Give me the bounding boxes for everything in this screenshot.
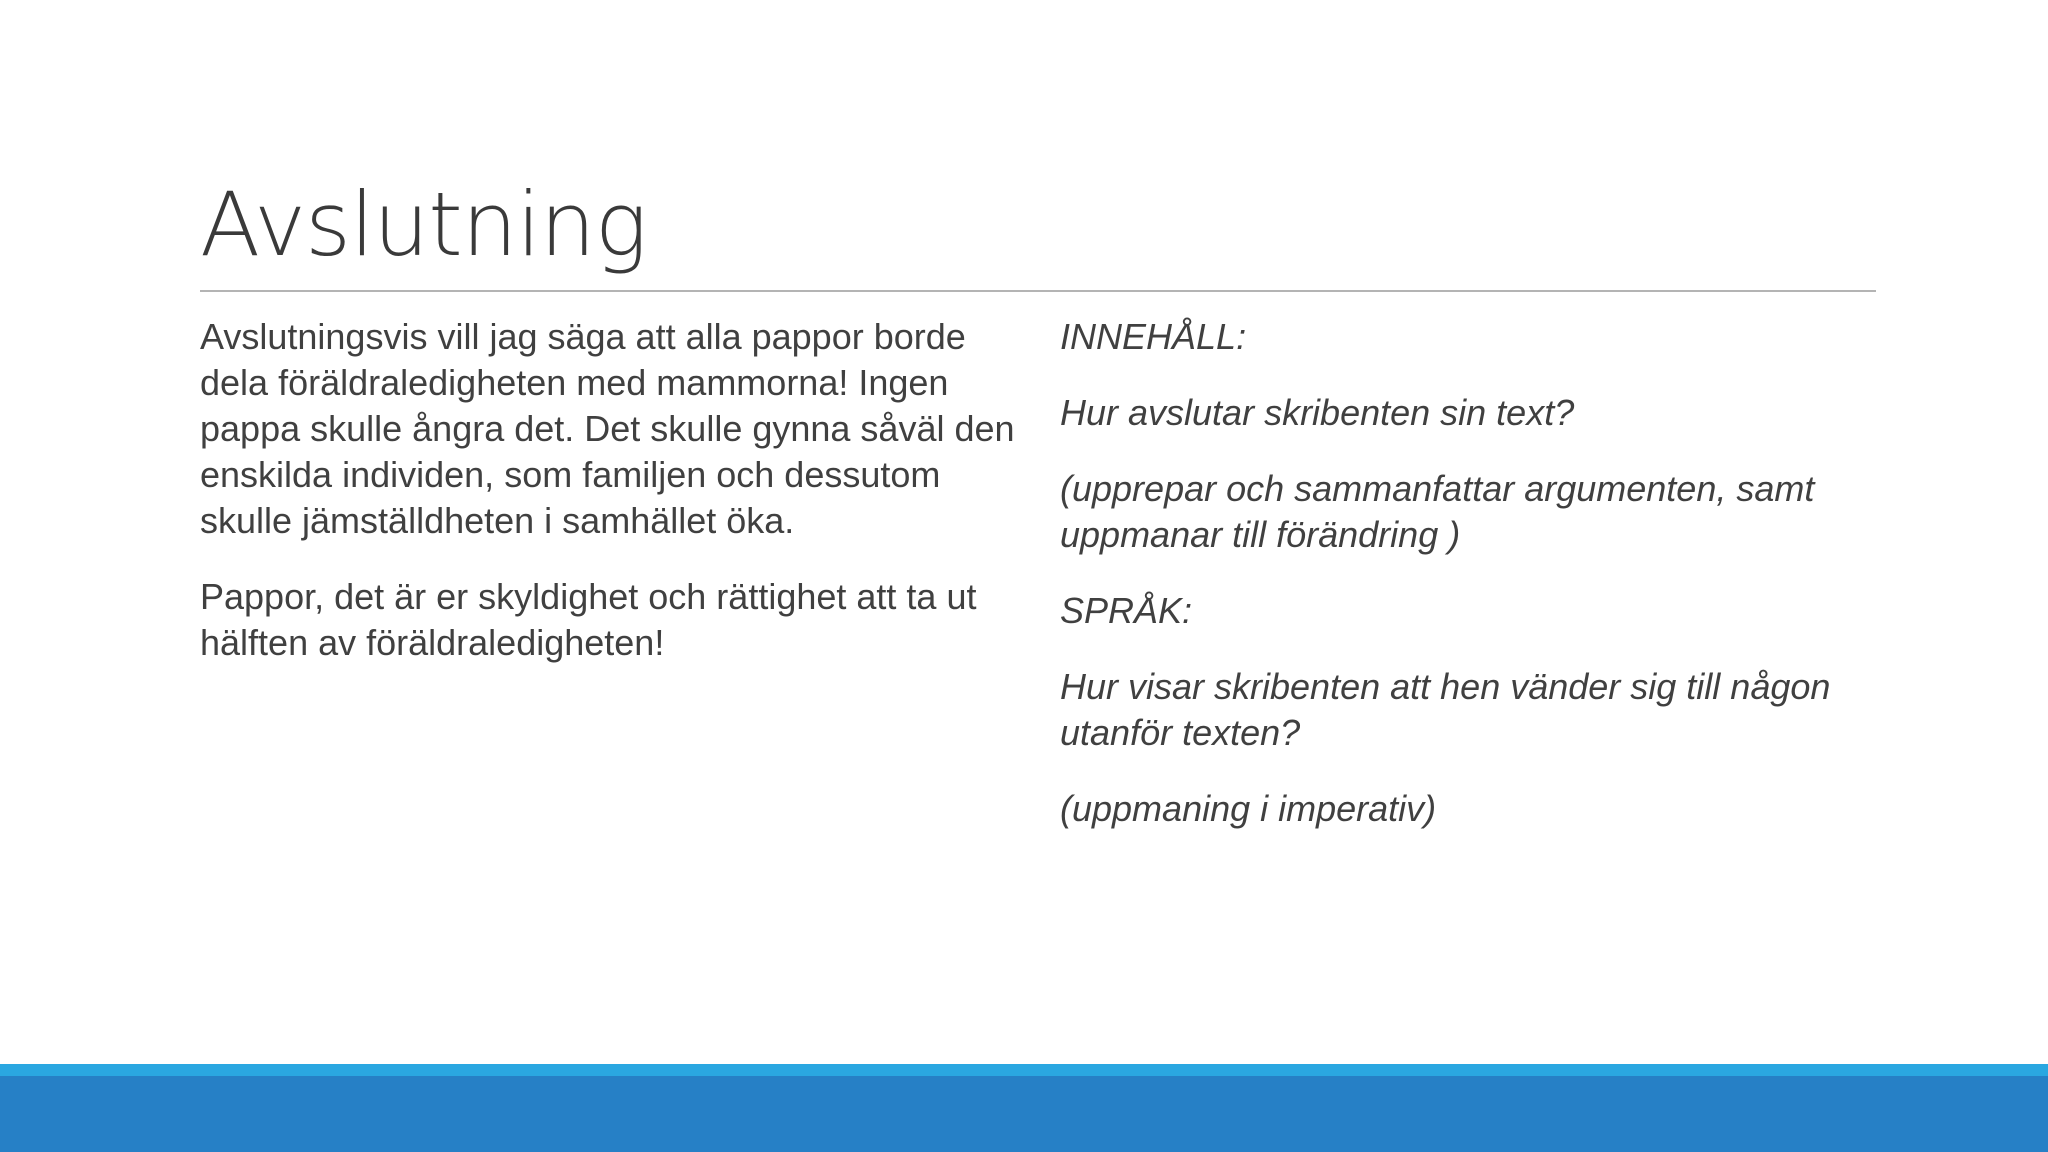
left-paragraph-2: Pappor, det är er skyldighet och rättighet att ta ut hälften av föräldraledigheten! xyxy=(200,576,977,663)
heading-sprak: SPRÅK: xyxy=(1060,590,1193,631)
answer-sprak: (uppmaning i imperativ) xyxy=(1060,788,1437,829)
answer-innehall: (upprepar och sammanfattar argumenten, samt uppmanar till förändring ) xyxy=(1060,468,1815,555)
question-sprak: Hur visar skribenten att hen vänder sig till någon utanför texten? xyxy=(1060,666,1831,753)
right-content-column xyxy=(1060,314,1880,862)
question-innehall: Hur avslutar skribenten sin text? xyxy=(1060,392,1575,433)
title-divider xyxy=(200,290,1876,292)
left-paragraph-1: Avslutningsvis vill jag säga att alla pappor borde dela föräldraledigheten med mammorna! Ingen pappa skulle ångra det. Det skulle gynna såväl den enskilda individen, som familjen och dessutom skulle jämställdheten i samhället öka. xyxy=(200,316,1015,541)
slide-title: Avslutning xyxy=(200,173,647,276)
left-content-column xyxy=(200,314,1030,696)
footer-band xyxy=(0,1076,2048,1152)
heading-innehall: INNEHÅLL: xyxy=(1060,316,1247,357)
footer-accent-stripe xyxy=(0,1064,2048,1076)
